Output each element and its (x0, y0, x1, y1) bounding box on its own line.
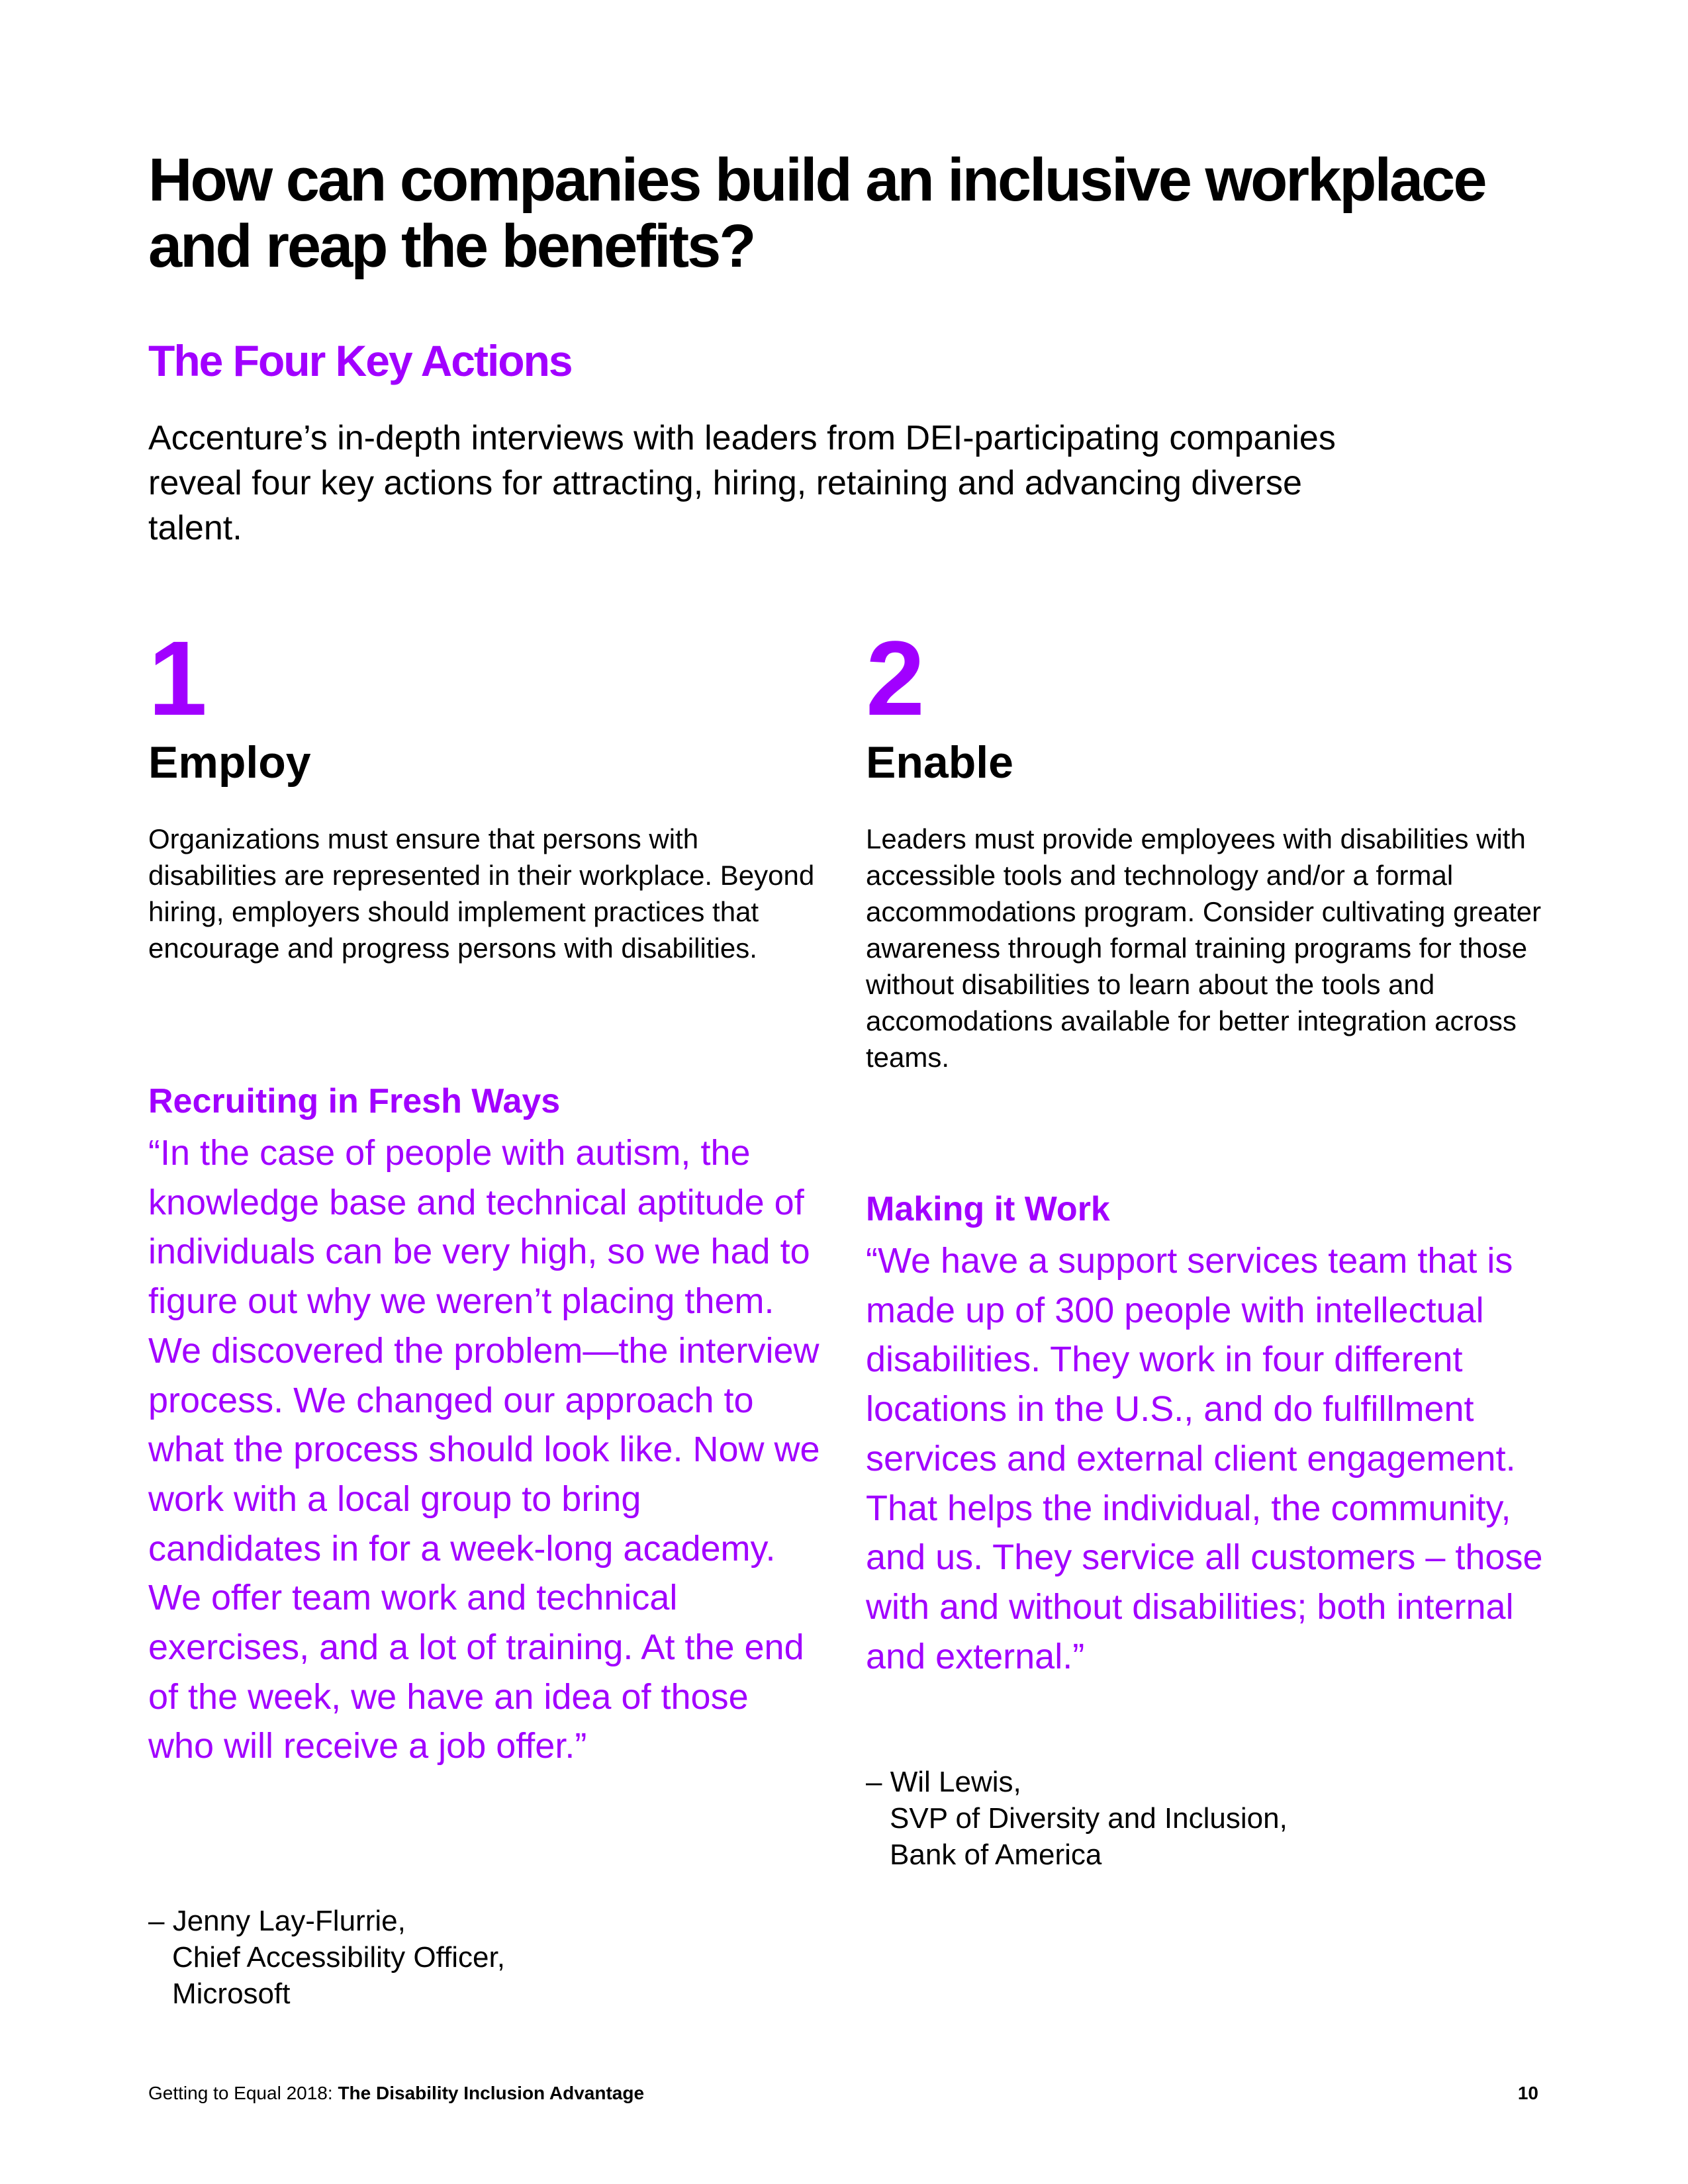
intro-paragraph: Accenture’s in-depth interviews with leaders from DEI-participating companies reveal four key actions for attracting, hiring, retaining and advancing diverse talent. (148, 419, 1336, 547)
action-body-employ: Organizations must ensure that persons with disabilities are represented in their workplace. Beyond hiring, employers should implement practices that encourage and progress persons with disabilities. (148, 823, 815, 964)
footer-prefix: Getting to Equal 2018: (148, 2083, 338, 2103)
quote-microsoft: “In the case of people with autism, the knowledge base and technical aptitude of individuals can be very high, so we had to figure out why we weren’t placing them. We discovered the problem—the interview process. We changed our approach to what the process should look like. Now we work with a local group to bring candidates in for a week-long academy. We offer team work and technical exercises, and a lot of training. At the end of the week, we have an idea of those who will receive a job offer.” (148, 1133, 820, 1766)
footer-report-title: The Disability Inclusion Advantage (338, 2083, 645, 2103)
attribution-name: – Jenny Lay-Flurrie, (148, 1905, 406, 1937)
quote-heading-making-it-work: Making it Work (866, 1190, 1110, 1228)
attribution-role: Chief Accessibility Officer, (172, 1941, 505, 1974)
attribution-role: SVP of Diversity and Inclusion, (890, 1802, 1288, 1835)
action-body-enable: Leaders must provide employees with disabilities with accessible tools and technology and/or a formal accommodations program. Consider cultivating greater awareness through formal training programs for those without disabilities to learn about the tools and accomodations available for better integration across teams. (866, 823, 1542, 1073)
page-number: 10 (1517, 2083, 1538, 2103)
attribution-bank-of-america (866, 1764, 1561, 1873)
page-footer (148, 2081, 1538, 2105)
action-title-employ: Employ (148, 737, 311, 788)
attribution-company: Bank of America (890, 1839, 1102, 1871)
action-number-2: 2 (866, 619, 922, 737)
quote-bank-of-america: “We have a support services team that is made up of 300 people with intellectual disabilities. They work in four different locations in the U.S., and do fulfillment services and external client engagement. That helps the individual, the community, and us. They service all customers – those with and without disabilities; both internal and external.” (866, 1241, 1543, 1676)
action-number-1: 1 (148, 619, 205, 737)
action-title-enable: Enable (866, 737, 1013, 788)
page-headline: How can companies build an inclusive workplace and reap the benefits? (148, 146, 1485, 280)
attribution-microsoft (148, 1903, 823, 2012)
quote-heading-recruiting: Recruiting in Fresh Ways (148, 1082, 561, 1120)
attribution-name: – Wil Lewis, (866, 1766, 1021, 1798)
section-subhead: The Four Key Actions (148, 336, 572, 385)
attribution-company: Microsoft (172, 1978, 291, 2010)
